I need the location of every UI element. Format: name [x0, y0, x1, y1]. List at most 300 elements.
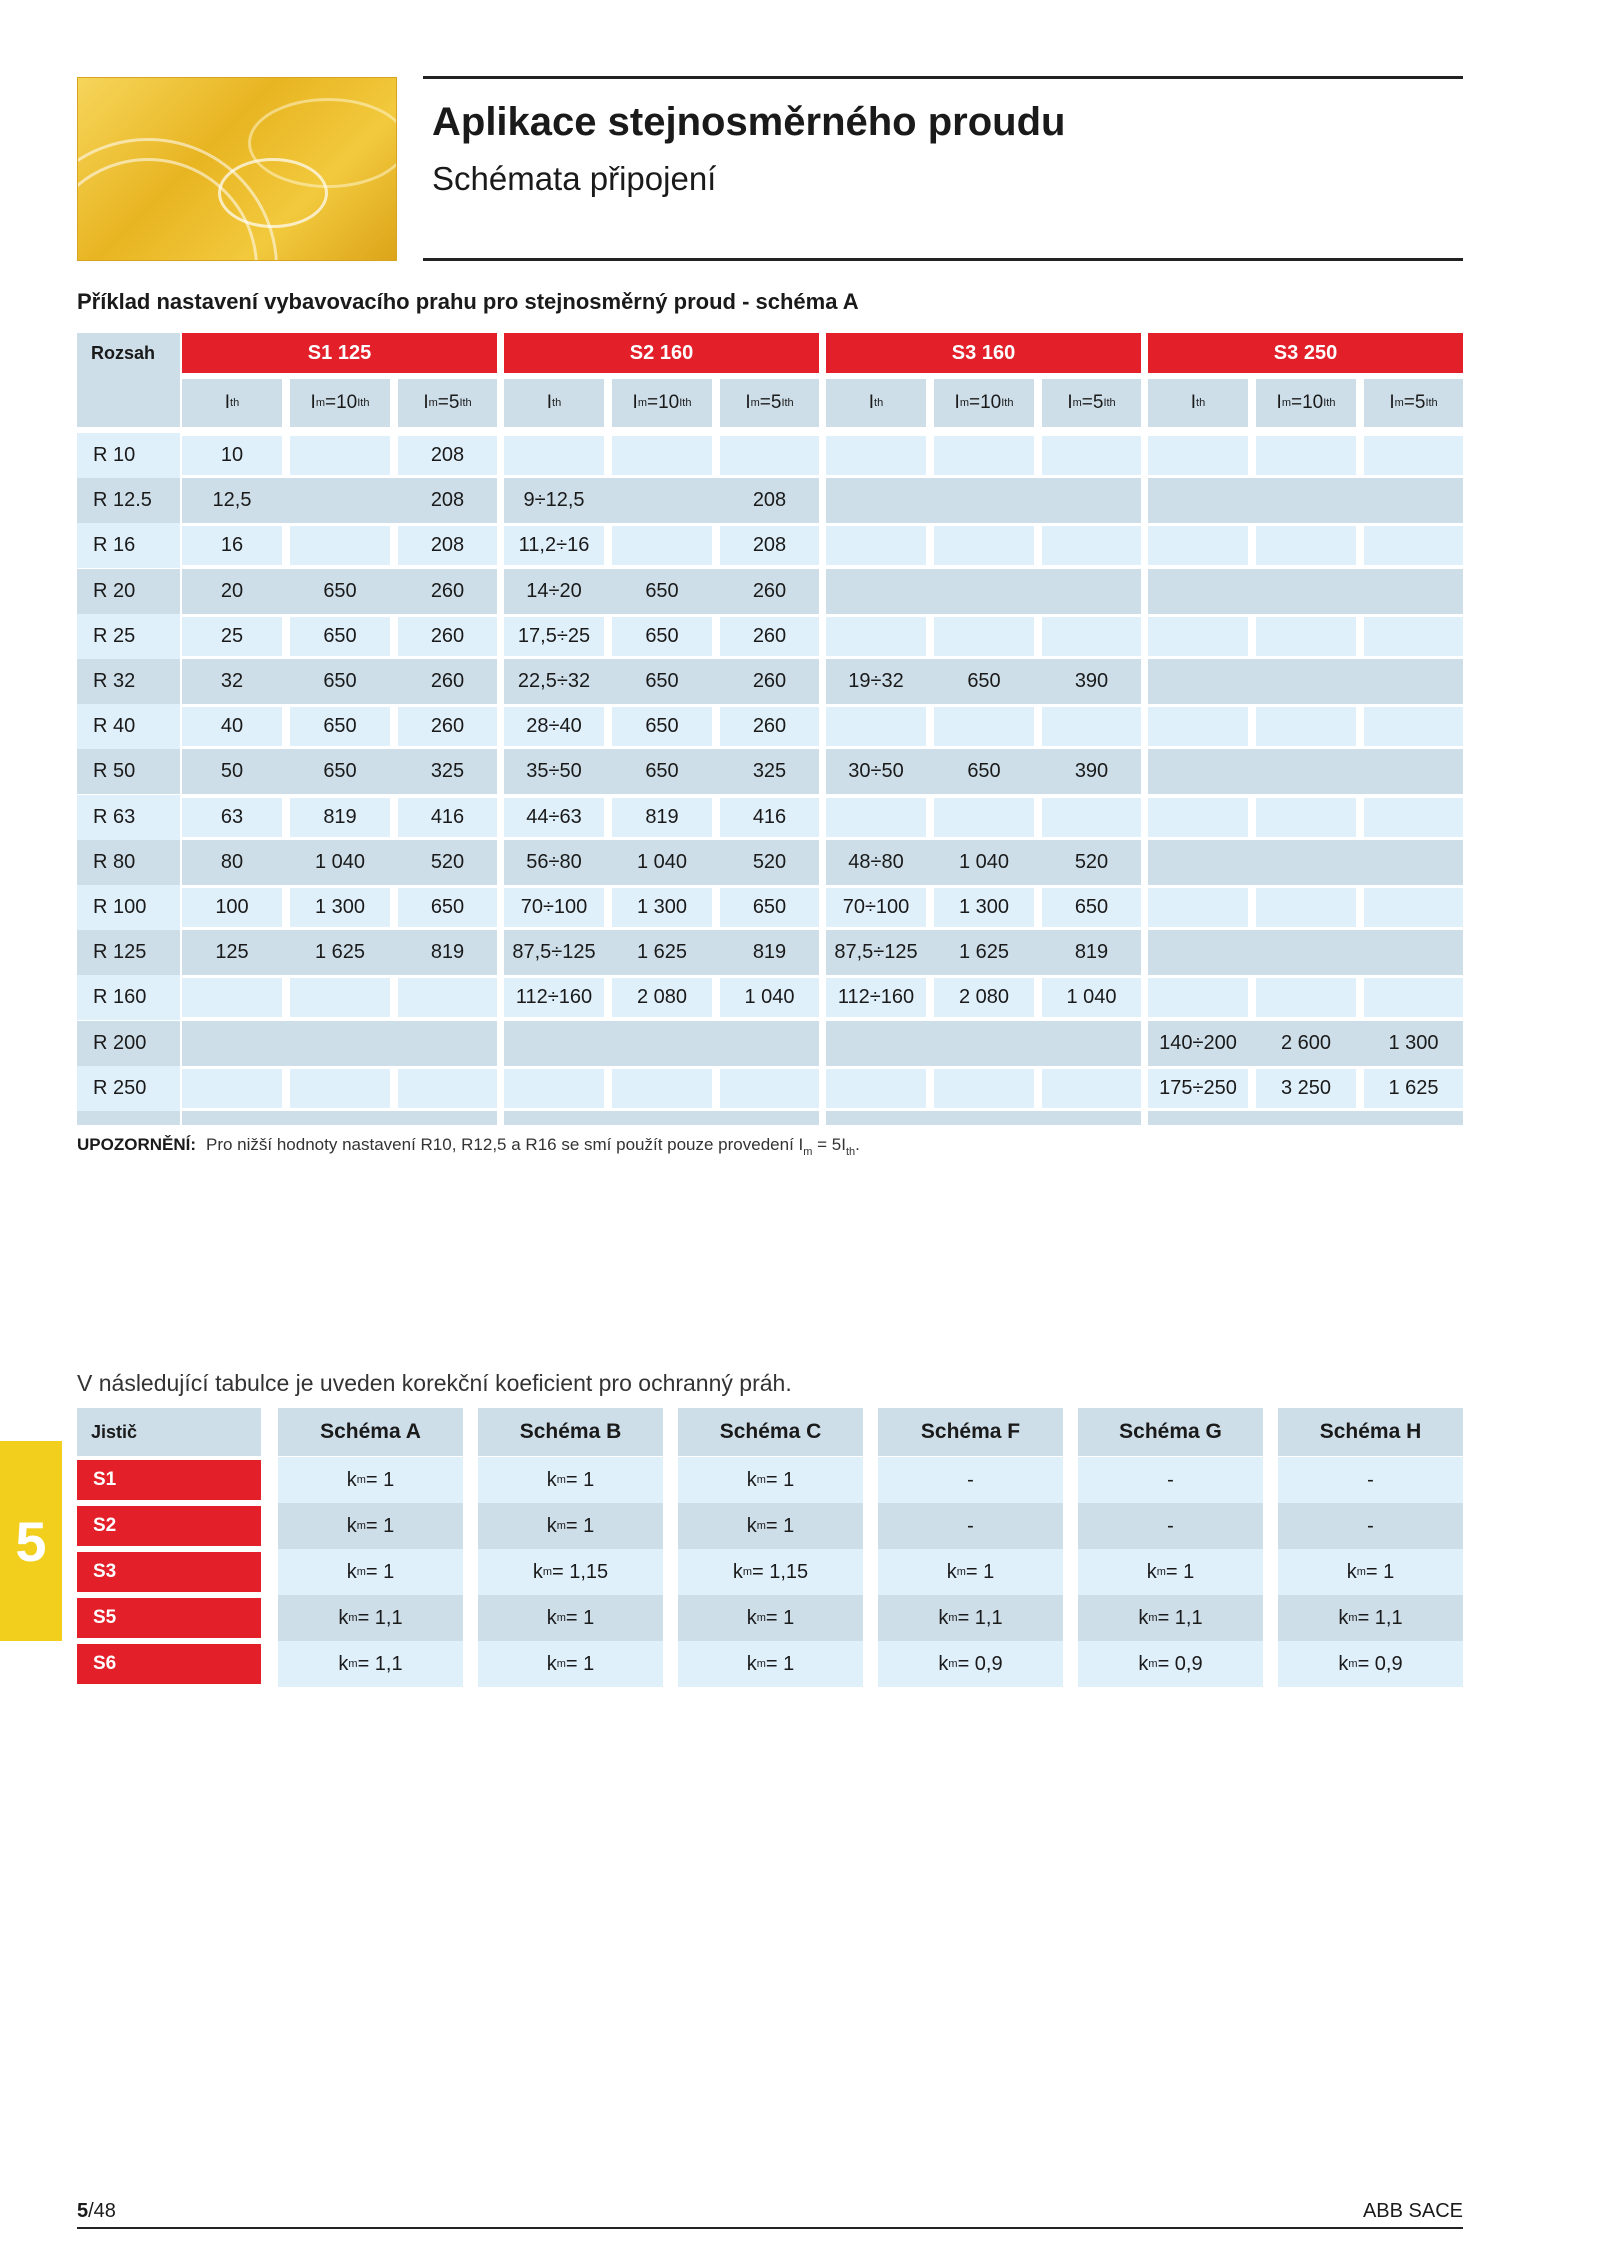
- row-label: [77, 975, 180, 1020]
- table-cell: [1148, 888, 1248, 927]
- table-cell: [826, 569, 926, 614]
- coef-sub: m: [756, 1520, 766, 1532]
- table-cell: [398, 840, 497, 885]
- table-cell-value: 1 040: [636, 851, 688, 873]
- coef-cell: [678, 1503, 863, 1549]
- table-cell-value: 50: [220, 760, 244, 782]
- table-cell: [612, 1069, 712, 1108]
- coef-value: = 1: [365, 1468, 395, 1491]
- table-cell: [290, 1021, 390, 1066]
- table-cell-value: 260: [752, 580, 787, 602]
- table-cell: [1042, 707, 1141, 746]
- sub-header-main: I: [1389, 392, 1395, 413]
- coef-sub: m: [756, 1474, 766, 1486]
- table-cell: [290, 888, 390, 927]
- coef-k: k: [746, 1468, 757, 1491]
- coef-sub: m: [1148, 1612, 1158, 1624]
- footer-brand: ABB SACE: [1362, 2200, 1463, 2222]
- coef-k: k: [338, 1652, 349, 1675]
- table-bottom-band: [1148, 1111, 1463, 1125]
- row-label: [77, 614, 180, 659]
- schema-header-label: Schéma C: [719, 1420, 822, 1443]
- table-cell: [398, 749, 497, 794]
- table-cell: [398, 617, 497, 656]
- row-label-text: R 80: [93, 851, 136, 873]
- table-cell: [934, 659, 1034, 704]
- coef-k: k: [938, 1606, 949, 1629]
- coef-value: = 0,9: [957, 1652, 1003, 1675]
- schema-header: [1278, 1408, 1463, 1456]
- table-cell: [1148, 798, 1248, 837]
- sub-header-sub: th: [1196, 397, 1206, 409]
- table-cell: [290, 707, 390, 746]
- breaker-label-text: S3: [93, 1561, 117, 1582]
- row-label-text: R 63: [93, 806, 136, 828]
- table-cell: [934, 526, 1034, 565]
- row-label: [77, 795, 180, 840]
- table-cell-value: 416: [752, 806, 787, 828]
- coef-value: = 1,15: [552, 1560, 609, 1583]
- sub-header-suffix-sub: Ith: [679, 397, 692, 409]
- table-cell: [398, 930, 497, 975]
- table-cell: [1042, 888, 1141, 927]
- table-cell: [612, 978, 712, 1017]
- table-cell: [1256, 798, 1356, 837]
- table-cell: [720, 526, 819, 565]
- table-cell: [612, 478, 712, 523]
- coef-cell: [1078, 1549, 1263, 1595]
- sub-header-main: I: [546, 392, 553, 413]
- table-cell-value: 2 080: [958, 986, 1010, 1008]
- table-cell: [1256, 749, 1356, 794]
- table-cell-value: 819: [430, 941, 465, 963]
- row-label: [77, 704, 180, 749]
- row-label-text: R 20: [93, 580, 136, 602]
- table-cell-value: 112÷160: [837, 986, 915, 1008]
- table-cell: [290, 1069, 390, 1108]
- coef-k: k: [532, 1560, 543, 1583]
- sub-header-sub: th: [230, 397, 240, 409]
- table-cell-value: 19÷32: [848, 670, 904, 692]
- table-cell: [1364, 978, 1463, 1017]
- table-cell: [826, 659, 926, 704]
- table-cell-value: 25: [220, 625, 244, 647]
- row-label-text: R 32: [93, 670, 136, 692]
- coef-value: = 1: [765, 1468, 795, 1491]
- coef-value: -: [967, 1468, 974, 1491]
- table-cell: [1148, 436, 1248, 475]
- table-cell: [934, 569, 1034, 614]
- warning-sub-m: m: [803, 1146, 813, 1158]
- sub-header: [826, 379, 926, 427]
- page-number: [77, 2200, 116, 2223]
- row-label: [77, 1021, 180, 1066]
- table-cell: [182, 978, 282, 1017]
- sub-header-main: I: [1276, 392, 1282, 413]
- warning-sub-th: th: [845, 1146, 856, 1158]
- table-cell: [504, 1021, 604, 1066]
- coef-sub: m: [556, 1474, 566, 1486]
- coef-cell: [278, 1457, 463, 1503]
- table-cell-value: 70÷100: [520, 896, 588, 918]
- page-number-total: /48: [88, 2200, 116, 2222]
- group-header-label: S3 160: [951, 341, 1016, 364]
- table-cell: [398, 888, 497, 927]
- table-cell-value: 260: [430, 670, 465, 692]
- table-cell: [1148, 569, 1248, 614]
- table-cell: [504, 840, 604, 885]
- table-cell: [1042, 930, 1141, 975]
- warning-text: Pro nižší hodnoty nastavení R10, R12,5 a R16 se smí použít pouze provedení I: [206, 1135, 804, 1154]
- table-cell: [182, 569, 282, 614]
- coef-cell: [1278, 1503, 1463, 1549]
- table-cell-value: 650: [430, 896, 465, 918]
- table-cell: [398, 1021, 497, 1066]
- table-cell: [1148, 1021, 1248, 1066]
- table-cell: [1364, 888, 1463, 927]
- table-cell: [826, 749, 926, 794]
- table-cell-value: 208: [430, 534, 465, 556]
- table-cell: [182, 1021, 282, 1066]
- table-cell: [1148, 659, 1248, 704]
- coef-value: -: [1367, 1468, 1374, 1491]
- table-cell: [826, 888, 926, 927]
- row-label: [77, 659, 180, 704]
- table-cell: [504, 930, 604, 975]
- breaker-label-text: S5: [93, 1607, 117, 1628]
- breaker-label: [77, 1598, 261, 1638]
- sub-header: [934, 379, 1034, 427]
- group-header-label: S2 160: [629, 341, 694, 364]
- table-cell: [720, 978, 819, 1017]
- table-cell: [720, 478, 819, 523]
- coef-sub: m: [1156, 1566, 1166, 1578]
- table-cell-value: 650: [1074, 896, 1109, 918]
- table-cell-value: 819: [752, 941, 787, 963]
- table-cell-value: 208: [430, 489, 465, 511]
- table-cell: [398, 436, 497, 475]
- table-cell: [1364, 1069, 1463, 1108]
- coef-cell: [1078, 1503, 1263, 1549]
- coef-cell: [1078, 1595, 1263, 1641]
- table-cell: [398, 1069, 497, 1108]
- breaker-label-text: S6: [93, 1653, 117, 1674]
- table-cell: [1042, 798, 1141, 837]
- group-header-label: S1 125: [307, 341, 372, 364]
- table-cell-value: 3 250: [1280, 1077, 1332, 1099]
- coef-cell: [278, 1641, 463, 1687]
- table-cell: [934, 478, 1034, 523]
- table-cell-value: 9÷12,5: [523, 489, 585, 511]
- table-cell: [934, 930, 1034, 975]
- sub-header-sub: m: [1394, 397, 1404, 409]
- coef-k: k: [1346, 1560, 1357, 1583]
- table-cell: [398, 978, 497, 1017]
- table-cell: [1364, 798, 1463, 837]
- table-cell-value: 1 040: [958, 851, 1010, 873]
- coef-k: k: [546, 1514, 557, 1537]
- coef-value: -: [967, 1514, 974, 1537]
- table-cell: [1148, 526, 1248, 565]
- coef-k: k: [346, 1468, 357, 1491]
- coef-sub: m: [956, 1566, 966, 1578]
- table-cell: [504, 526, 604, 565]
- coef-value: = 1: [565, 1606, 595, 1629]
- table-cell: [504, 1069, 604, 1108]
- table-cell: [290, 478, 390, 523]
- coef-sub: m: [356, 1520, 366, 1532]
- breaker-label-text: S2: [93, 1515, 117, 1536]
- table-cell: [612, 930, 712, 975]
- coef-cell: [1278, 1595, 1463, 1641]
- coef-value: = 1: [965, 1560, 995, 1583]
- coef-k: k: [1338, 1606, 1349, 1629]
- coef-value: = 1,1: [357, 1606, 403, 1629]
- table-cell-value: 520: [430, 851, 465, 873]
- row-label-text: R 125: [93, 941, 147, 963]
- coef-value: = 1: [765, 1652, 795, 1675]
- table-cell-value: 650: [645, 760, 679, 782]
- table-cell-value: 14÷20: [526, 580, 582, 602]
- table-cell-value: 650: [323, 670, 357, 692]
- breaker-header-label: Jistič: [91, 1421, 138, 1442]
- table-cell: [1256, 978, 1356, 1017]
- table-cell: [290, 840, 390, 885]
- sub-header-sub: m: [1281, 397, 1291, 409]
- coef-k: k: [938, 1652, 949, 1675]
- table-cell: [182, 478, 282, 523]
- table-cell: [934, 798, 1034, 837]
- table-cell-value: 17,5÷25: [517, 625, 591, 647]
- coef-k: k: [746, 1652, 757, 1675]
- sub-header-sub: m: [1072, 397, 1082, 409]
- table-cell: [612, 749, 712, 794]
- table-cell: [504, 749, 604, 794]
- sub-header-main: I: [632, 392, 638, 413]
- table-cell: [1256, 659, 1356, 704]
- row-label: [77, 885, 180, 930]
- sub-header-main: I: [224, 392, 231, 413]
- coef-sub: m: [356, 1566, 366, 1578]
- sub-header: [720, 379, 819, 427]
- coef-value: = 1: [565, 1468, 595, 1491]
- table-cell: [1148, 840, 1248, 885]
- table-cell-value: 650: [323, 715, 357, 737]
- table-cell-value: 175÷250: [1159, 1077, 1237, 1099]
- table-cell-value: 1 625: [1388, 1077, 1439, 1099]
- coef-value: = 1,15: [752, 1560, 809, 1583]
- group-header-label: S3 250: [1273, 341, 1338, 364]
- coef-cell: [678, 1641, 863, 1687]
- schema-header: [878, 1408, 1063, 1456]
- coef-cell: [478, 1641, 663, 1687]
- sub-header-sub: m: [959, 397, 969, 409]
- table-cell-value: 2 600: [1280, 1032, 1332, 1054]
- table-cell: [1256, 569, 1356, 614]
- coef-sub: m: [556, 1612, 566, 1624]
- schema-header-label: Schéma G: [1119, 1420, 1222, 1443]
- table-cell-value: 650: [752, 896, 787, 918]
- coef-cell: [1278, 1641, 1463, 1687]
- table-cell-value: 87,5÷125: [512, 941, 596, 963]
- coef-cell: [278, 1503, 463, 1549]
- coef-k: k: [1138, 1606, 1149, 1629]
- sub-header-suffix: =5: [437, 392, 460, 413]
- table-cell-value: 1 040: [1066, 986, 1117, 1008]
- sub-header-suffix: =10: [1290, 392, 1324, 413]
- table-cell: [290, 526, 390, 565]
- table-cell: [720, 1021, 819, 1066]
- sub-header: [612, 379, 712, 427]
- table-cell-value: 28÷40: [526, 715, 582, 737]
- coef-sub: m: [1348, 1612, 1358, 1624]
- table-cell-value: 112÷160: [515, 986, 593, 1008]
- row-label-text: R 250: [93, 1077, 147, 1099]
- breaker-header: [77, 1408, 261, 1456]
- table-cell: [934, 436, 1034, 475]
- table-cell: [1364, 840, 1463, 885]
- table-cell-value: 1 625: [314, 941, 366, 963]
- table-bottom-band: [182, 1111, 497, 1125]
- coef-sub: m: [1348, 1658, 1358, 1670]
- coef-value: = 1: [565, 1652, 595, 1675]
- sub-header-suffix-sub: Ith: [357, 397, 370, 409]
- coef-cell: [878, 1549, 1063, 1595]
- table-cell: [826, 436, 926, 475]
- coef-cell: [278, 1595, 463, 1641]
- coef-k: k: [346, 1514, 357, 1537]
- row-label-text: R 16: [93, 534, 136, 556]
- table-cell: [1364, 707, 1463, 746]
- row-label-text: R 10: [93, 444, 136, 466]
- table-cell-value: 819: [323, 806, 357, 828]
- table-cell-value: 30÷50: [848, 760, 904, 782]
- section-title: Příklad nastavení vybavovacího prahu pro stejnosměrný proud - schéma A: [77, 289, 859, 314]
- table-cell: [504, 478, 604, 523]
- range-header: [77, 333, 180, 427]
- breaker-label-text: S1: [93, 1469, 117, 1490]
- breaker-label: [77, 1460, 261, 1500]
- coef-sub: m: [756, 1612, 766, 1624]
- coef-sub: m: [742, 1566, 752, 1578]
- coef-sub: m: [556, 1520, 566, 1532]
- coef-sub: m: [948, 1658, 958, 1670]
- table-cell-value: 12,5: [212, 489, 252, 511]
- table-cell-value: 70÷100: [842, 896, 910, 918]
- table-cell: [612, 659, 712, 704]
- coef-cell: [678, 1595, 863, 1641]
- table-cell: [1148, 978, 1248, 1017]
- sub-header: [1256, 379, 1356, 427]
- sub-header-main: I: [745, 392, 751, 413]
- table-cell: [1364, 526, 1463, 565]
- table-cell: [504, 888, 604, 927]
- table-cell: [1042, 749, 1141, 794]
- table-cell: [290, 659, 390, 704]
- coef-value: = 1: [1165, 1560, 1195, 1583]
- coef-cell: [1078, 1641, 1263, 1687]
- warning-label: UPOZORNĚNÍ:: [77, 1135, 196, 1154]
- table-cell-value: 325: [752, 760, 787, 782]
- schema-header-label: Schéma B: [519, 1420, 622, 1443]
- coef-k: k: [746, 1514, 757, 1537]
- coef-cell: [278, 1549, 463, 1595]
- row-label-text: R 100: [93, 896, 147, 918]
- table-cell: [182, 659, 282, 704]
- table-cell-value: 650: [645, 670, 679, 692]
- table-cell-value: 260: [430, 715, 465, 737]
- coef-sub: m: [348, 1612, 358, 1624]
- table-cell-value: 63: [220, 806, 244, 828]
- table-cell-value: 520: [1074, 851, 1109, 873]
- coef-k: k: [1138, 1652, 1149, 1675]
- table-cell: [1042, 1021, 1141, 1066]
- table-cell: [720, 436, 819, 475]
- table-cell-value: 650: [645, 625, 679, 647]
- table-cell: [1256, 840, 1356, 885]
- table-cell: [826, 930, 926, 975]
- sub-header-main: I: [1067, 392, 1073, 413]
- table-cell: [720, 569, 819, 614]
- table-cell: [826, 526, 926, 565]
- table-cell: [1256, 930, 1356, 975]
- sub-header-main: I: [310, 392, 316, 413]
- range-header-label: Rozsah: [91, 343, 156, 363]
- table-cell-value: 650: [645, 580, 679, 602]
- table-cell: [612, 569, 712, 614]
- table-cell-value: 325: [430, 760, 465, 782]
- coef-value: = 1,1: [1157, 1606, 1203, 1629]
- coef-value: = 1,1: [1357, 1606, 1403, 1629]
- table-cell: [1364, 659, 1463, 704]
- group-header-3: [1148, 333, 1463, 373]
- table-cell-value: 1 300: [314, 896, 366, 918]
- table-cell-value: 650: [323, 760, 357, 782]
- table-cell: [182, 749, 282, 794]
- schema-header-label: Schéma H: [1319, 1420, 1422, 1443]
- sub-header-main: I: [423, 392, 429, 413]
- table-cell: [720, 617, 819, 656]
- row-label: [77, 433, 180, 478]
- table-cell: [290, 930, 390, 975]
- row-label: [77, 523, 180, 568]
- table-cell-value: 520: [752, 851, 787, 873]
- table-cell: [398, 478, 497, 523]
- table-cell-value: 20: [220, 580, 244, 602]
- row-label: [77, 569, 180, 614]
- table-cell: [1364, 436, 1463, 475]
- table-cell: [612, 617, 712, 656]
- sub-header-suffix: =10: [968, 392, 1002, 413]
- coef-value: = 1,1: [357, 1652, 403, 1675]
- breaker-label: [77, 1552, 261, 1592]
- coef-sub: m: [1356, 1566, 1366, 1578]
- coef-cell: [1278, 1457, 1463, 1503]
- table-cell: [182, 436, 282, 475]
- sub-header-suffix: =5: [1081, 392, 1104, 413]
- warning-end: .: [855, 1135, 860, 1154]
- table-cell: [182, 707, 282, 746]
- sub-header-sub: th: [874, 397, 884, 409]
- table-cell-value: 87,5÷125: [834, 941, 918, 963]
- table-cell-value: 1 300: [636, 896, 688, 918]
- table-cell: [1256, 617, 1356, 656]
- table-cell: [1042, 569, 1141, 614]
- coef-k: k: [338, 1606, 349, 1629]
- coef-value: = 1,1: [957, 1606, 1003, 1629]
- table-cell: [934, 617, 1034, 656]
- table-cell-value: 1 040: [744, 986, 795, 1008]
